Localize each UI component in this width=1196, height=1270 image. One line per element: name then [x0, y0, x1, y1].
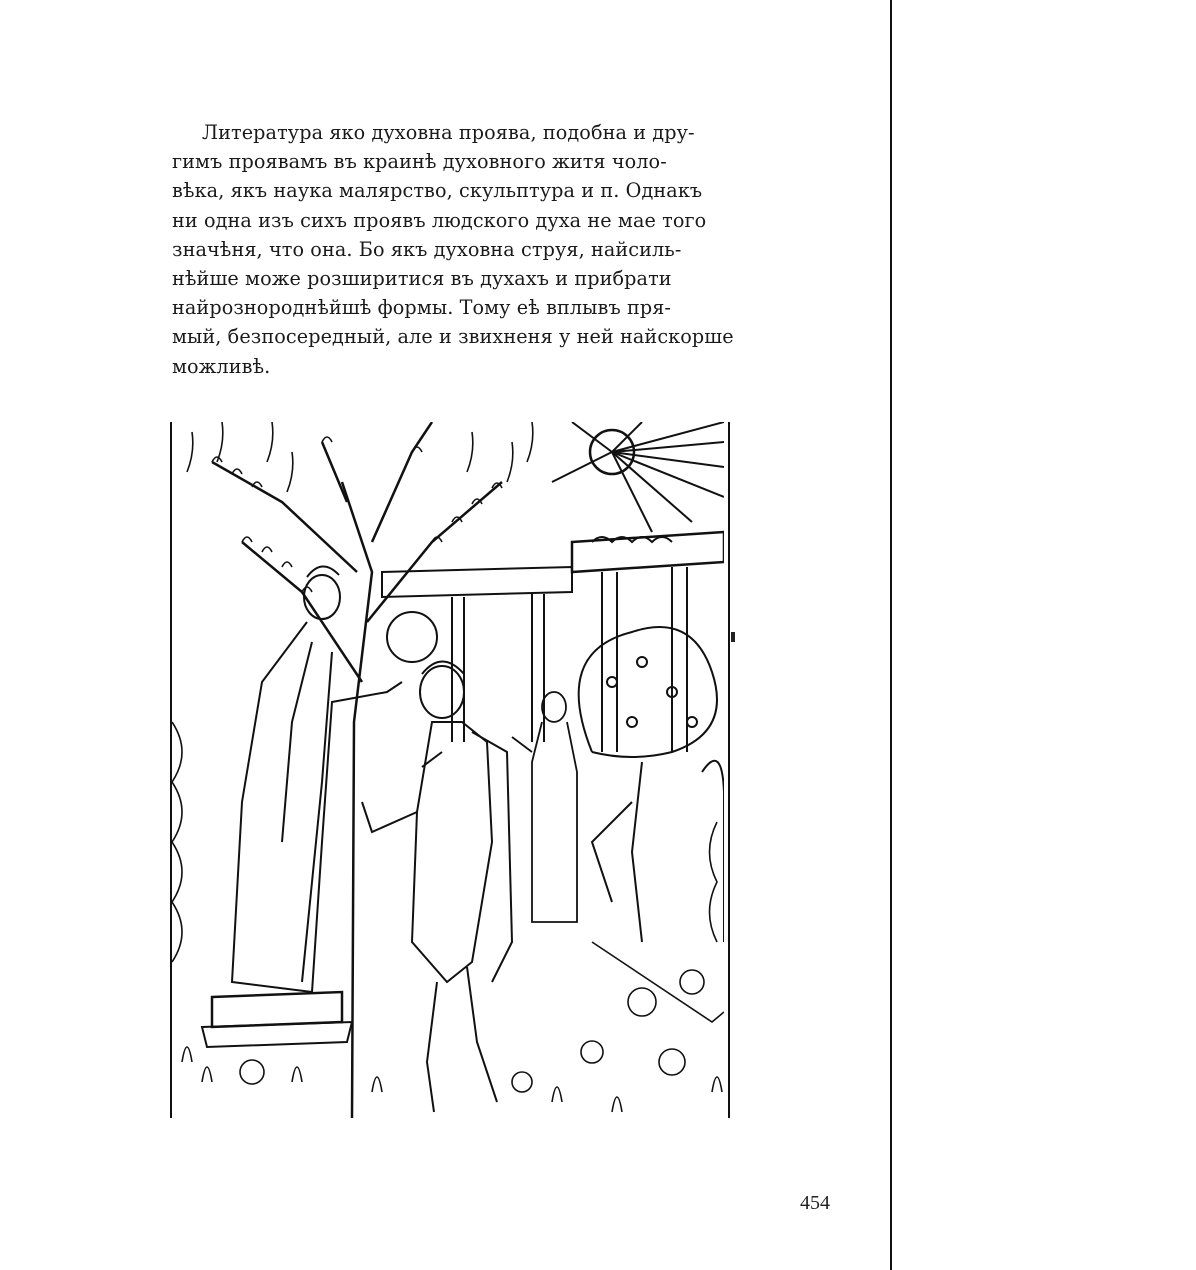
paragraph-line: Литература яко духовна проява, подобна и дру-	[202, 121, 695, 144]
tree-icon	[212, 422, 502, 1118]
paragraph-line: можливѣ.	[172, 354, 271, 378]
paragraph-line: ни одна изъ сихъ проявъ людского духа не мае того	[172, 208, 707, 232]
paragraph-line: вѣка, якъ наука малярство, скульптура и п. Однакъ	[172, 179, 703, 203]
woman-figure-icon	[202, 566, 437, 1047]
sun-icon	[552, 422, 724, 532]
paragraph-line: значѣня, что она. Бо якъ духовна струя, найсиль-	[172, 237, 682, 261]
page-number: 454	[800, 1192, 830, 1214]
flowers-icon	[172, 722, 724, 1112]
paragraph-line: найрознороднѣйшѣ формы. Тому еѣ вплывъ пря-	[172, 296, 672, 320]
man-figure-icon	[362, 662, 512, 1113]
body-paragraph	[172, 118, 732, 381]
paragraph-line: мый, безпосередный, але и звихненя у ней найскорше	[172, 325, 734, 349]
paragraph-line: нѣйше може розширитися въ духахъ и прибрати	[172, 267, 672, 291]
page-edge	[890, 0, 892, 1270]
temple-icon	[382, 532, 724, 752]
illustration-drawing	[172, 422, 724, 1118]
paragraph-line: гимъ проявамъ въ краинѣ духовного житя чоло-	[172, 150, 667, 174]
fruit-tree-icon	[579, 627, 724, 942]
garden-illustration	[170, 422, 730, 1118]
margin-mark	[731, 632, 735, 642]
